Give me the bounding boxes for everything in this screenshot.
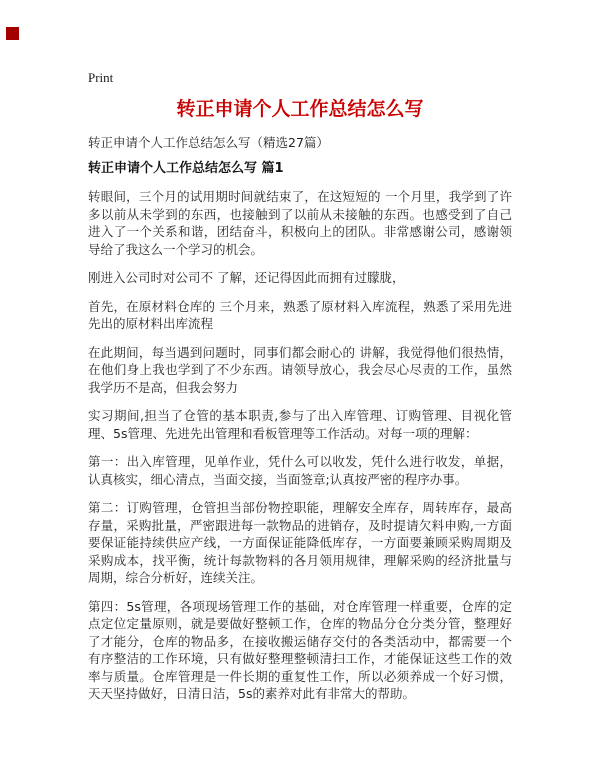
paragraph: 第四：5s管理，各项现场管理工作的基础，对仓库管理一样重要，仓库的定点定位定量原则，就是要做好整顿工作，仓库的物品分仓分类分管，整理好了才能分，仓库的物品多，在接收搬运储存交付的各类活动中，都需要一个有序整洁的工作环境，只有做好整理整顿清扫工作，才能保证这些工作的效率与质量。仓库管理是一件长期的重复性工作，所以必须养成一个好习惯，天天坚持做好，日清日洁，5s的素养对此有非常大的帮助。 bbox=[88, 598, 512, 701]
print-link[interactable]: Print bbox=[88, 70, 114, 85]
paragraph: 第二：订购管理，仓管担当部份物控职能，理解安全库存，周转库存，最高存量，采购批量，严密跟进每一款物品的进销存，及时提请欠料申购,一方面要保证能持续供应产线，一方面保证能降低库存，一方面要兼顾采购周期及采购成本，找平衡，统计每款物料的各月领用规律，理解采购的经济批量与周期，综合分析好，连续关注。 bbox=[88, 500, 512, 585]
page-title: 转正申请个人工作总结怎么写 bbox=[176, 98, 424, 120]
document-subtitle: 转正申请个人工作总结怎么写（精选27篇） bbox=[88, 135, 329, 150]
paragraph: 首先，在原材料仓库的 三个月来，熟悉了原材料入库流程，熟悉了采用先进先出的原材料出库流程 bbox=[88, 298, 512, 331]
paragraph: 第一：出入库管理，见单作业，凭什么可以收发，凭什么进行收发，单据，认真核实，细心清点，当面交接，当面签章;认真按严密的程序办事。 bbox=[88, 454, 512, 487]
document-body bbox=[88, 96, 512, 714]
paragraph: 在此期间，每当遇到问题时，同事们都会耐心的 讲解，我觉得他们很热情，在他们身上我也学到了不少东西。请领导放心，我会尽心尽责的工作，虽然我学历不是高，但我会努力 bbox=[88, 344, 512, 395]
paragraph: 刚进入公司时对公司不 了解，还记得因此而拥有过朦胧， bbox=[88, 270, 405, 285]
paragraph: 转眼间，三个月的试用期时间就结束了，在这短短的 一个月里，我学到了许多以前从未学到的东西，也接触到了以前从未接触的东西。也感受到了自己进入了一个关系和谐，团结奋斗，积极向上的团队。非常感谢公司，感谢领导给了我这么一个学习的机会。 bbox=[88, 189, 512, 257]
section-heading: 转正申请个人工作总结怎么写 篇1 bbox=[88, 161, 284, 176]
paragraph: 实习期间,担当了仓管的基本职责,参与了出入库管理、订购管理、目视化管理、5s管理、先进先出管理和看板管理等工作活动。对每一项的理解： bbox=[88, 408, 512, 441]
red-square-marker bbox=[6, 27, 19, 40]
